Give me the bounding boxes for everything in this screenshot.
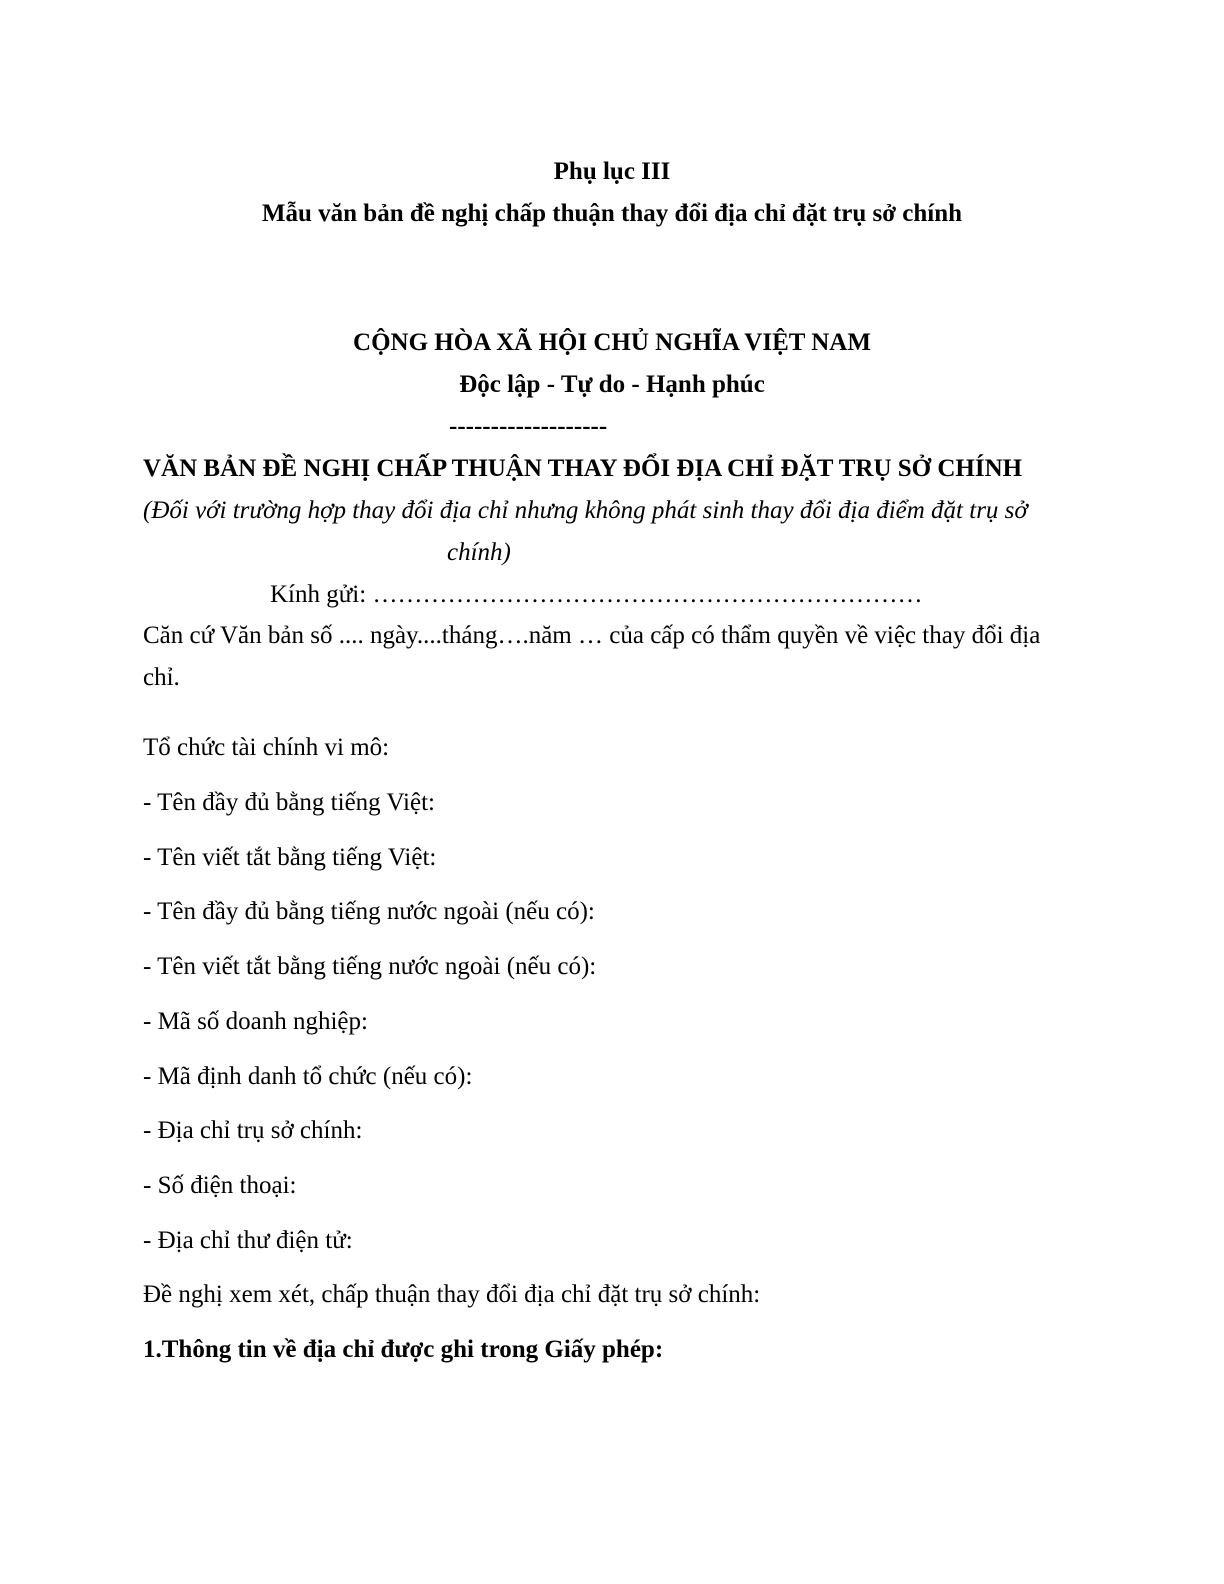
appendix-label: Phụ lục III xyxy=(553,158,671,185)
field-head-office-address: - Địa chỉ trụ sở chính: xyxy=(143,1117,363,1144)
organization-heading: Tổ chức tài chính vi mô: xyxy=(143,734,390,761)
recipient-line: Kính gửi: ………………………………………………………… xyxy=(270,581,923,608)
field-full-name-foreign: - Tên đầy đủ bằng tiếng nước ngoài (nếu có): xyxy=(143,898,595,925)
field-email: - Địa chỉ thư điện tử: xyxy=(143,1227,353,1254)
field-full-name-vi: - Tên đầy đủ bằng tiếng Việt: xyxy=(143,789,435,816)
legal-basis-line-2: chỉ. xyxy=(143,664,180,691)
field-phone: - Số điện thoại: xyxy=(143,1172,297,1199)
legal-basis-line-1: Căn cứ Văn bản số .... ngày....tháng….năm … của cấp có thẩm quyền về việc thay đổi địa xyxy=(143,622,1041,649)
request-text: Đề nghị xem xét, chấp thuận thay đổi địa chỉ đặt trụ sở chính: xyxy=(143,1281,761,1308)
field-organization-id: - Mã định danh tổ chức (nếu có): xyxy=(143,1063,473,1090)
field-enterprise-code: - Mã số doanh nghiệp: xyxy=(143,1008,368,1035)
header-separator: ------------------- xyxy=(449,413,608,440)
national-motto: Độc lập - Tự do - Hạnh phúc xyxy=(459,371,765,398)
appendix-title: Mẫu văn bản đề nghị chấp thuận thay đổi địa chỉ đặt trụ sở chính xyxy=(261,200,963,227)
document-subtitle-line-1: (Đối với trường hợp thay đổi địa chỉ nhưng không phát sinh thay đổi địa điểm đặt trụ sở xyxy=(143,497,1028,524)
document-subtitle-line-2: chính) xyxy=(447,539,511,566)
national-title: CỘNG HÒA XÃ HỘI CHỦ NGHĨA VIỆT NAM xyxy=(353,329,871,356)
field-short-name-foreign: - Tên viết tắt bằng tiếng nước ngoài (nếu có): xyxy=(143,953,597,980)
document-title: VĂN BẢN ĐỀ NGHỊ CHẤP THUẬN THAY ĐỔI ĐỊA CHỈ ĐẶT TRỤ SỞ CHÍNH xyxy=(143,455,1023,482)
field-short-name-vi: - Tên viết tắt bằng tiếng Việt: xyxy=(143,844,437,871)
section-1-heading: 1.Thông tin về địa chỉ được ghi trong Giấy phép: xyxy=(143,1336,664,1363)
